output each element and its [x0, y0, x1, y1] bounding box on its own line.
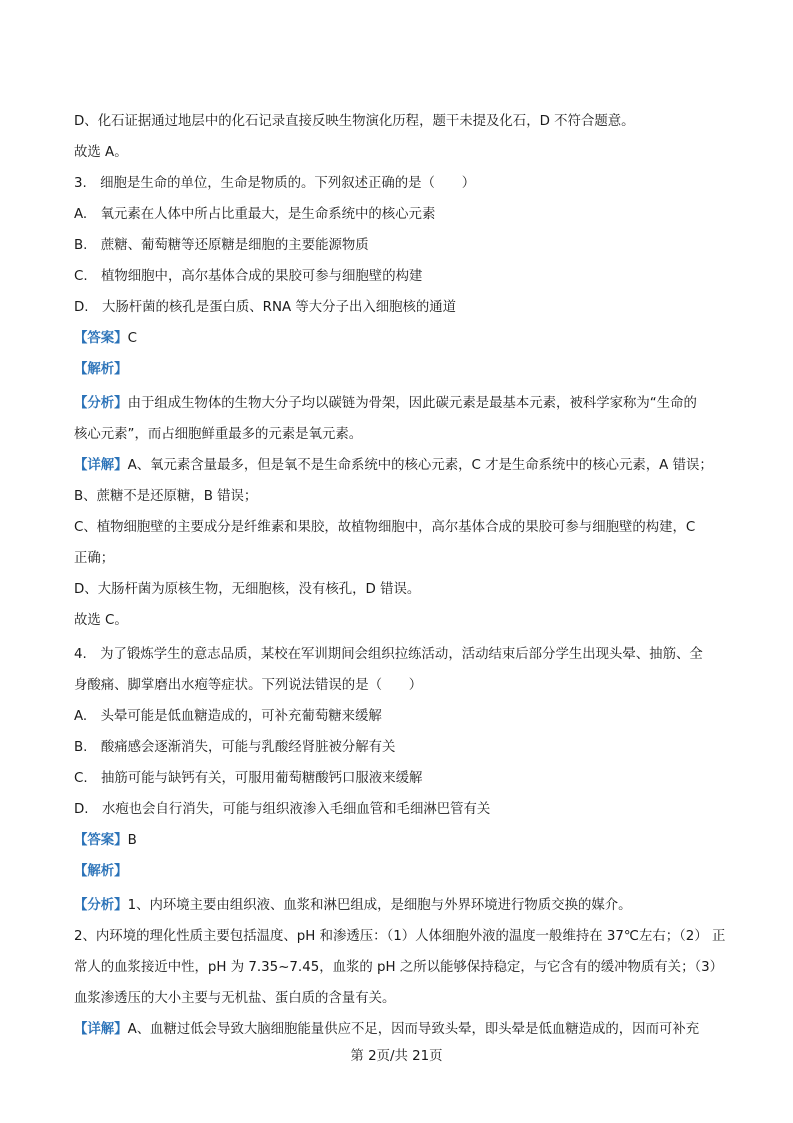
fenxi-tag: 【分析】 [74, 898, 128, 913]
question-3-detail: 【详解】A、氧元素含量最多，但是氧不是生命系统中的核心元素，C 才是生命系统中的核心元素，A 错误； [74, 458, 713, 473]
detail-tag: 【详解】 [74, 1022, 128, 1037]
text-line: 故选 A。 [74, 145, 128, 160]
question-3-answer [74, 329, 137, 349]
page-number-footer: 第 2页/共 21页 [350, 1049, 443, 1064]
text-line: 血浆渗透压的大小主要与无机盐、蛋白质的含量有关。 [74, 991, 396, 1006]
question-3-stem: 3. 细胞是生命的单位，生命是物质的。下列叙述正确的是（ ） [74, 176, 476, 191]
analysis-tag: 【解析】 [74, 362, 128, 377]
text-line: 故选 C。 [74, 613, 128, 628]
question-4-option-c: C. 抽筋可能与缺钙有关，可服用葡萄糖酸钙口服液来缓解 [74, 771, 423, 786]
question-3-fenxi: 【分析】由于组成生物体的生物大分子均以碳链为骨架，因此碳元素是最基本元素，被科学家称为“生命的 [74, 396, 697, 411]
text-line: 核心元素”，而占细胞鲜重最多的元素是氧元素。 [74, 427, 363, 442]
text-line: D、化石证据通过地层中的化石记录直接反映生物演化历程，题干未提及化石，D 不符合题意。 [74, 114, 635, 129]
question-4-fenxi: 【分析】1、内环境主要由组织液、血浆和淋巴组成，是细胞与外界环境进行物质交换的媒介。 [74, 898, 632, 913]
question-4-option-d: D. 水疱也会自行消失，可能与组织液渗入毛细血管和毛细淋巴管有关 [74, 802, 491, 817]
text-line: 2、内环境的理化性质主要包括温度、pH 和渗透压：（1）人体细胞外液的温度一般维持在 37℃左右；（2） 正 [74, 929, 726, 944]
question-4-option-b: B. 酸痛感会逐渐消失，可能与乳酸经肾脏被分解有关 [74, 740, 396, 755]
question-3-option-c: C. 植物细胞中，高尔基体合成的果胶可参与细胞壁的构建 [74, 269, 423, 284]
question-3-option-a: A. 氧元素在人体中所占比重最大，是生命系统中的核心元素 [74, 207, 436, 222]
answer-value: C [127, 331, 137, 346]
detail-tag: 【详解】 [74, 458, 128, 473]
question-4-stem: 4. 为了锻炼学生的意志品质，某校在军训期间会组织拉练活动，活动结束后部分学生出现头晕、抽筋、全 [74, 647, 703, 662]
text-line: 身酸痛、脚掌磨出水疱等症状。下列说法错误的是（ ） [74, 678, 423, 693]
analysis-tag: 【解析】 [74, 864, 128, 879]
question-4-option-a: A. 头晕可能是低血糖造成的，可补充葡萄糖来缓解 [74, 709, 382, 724]
text-line: 正确； [74, 551, 115, 566]
text-line: D、大肠杆菌为原核生物，无细胞核，没有核孔，D 错误。 [74, 582, 421, 597]
text-line: C、植物细胞壁的主要成分是纤维素和果胶，故植物细胞中，高尔基体合成的果胶可参与细胞壁的构建，C [74, 520, 696, 535]
question-3-analysis-heading [74, 360, 128, 380]
answer-value: B [127, 833, 137, 848]
answer-tag: 【答案】 [74, 331, 128, 346]
question-4-analysis-heading [74, 862, 128, 882]
text-line: B、蔗糖不是还原糖，B 错误； [74, 489, 258, 504]
text-line: 常人的血浆接近中性，pH 为 7.35~7.45，血浆的 pH 之所以能够保持稳定，与它含有的缓冲物质有关；（3） [74, 960, 724, 975]
question-4-detail: 【详解】A、血糖过低会导致大脑细胞能量供应不足，因而导致头晕，即头晕是低血糖造成的，因而可补充 [74, 1022, 700, 1037]
question-3-option-d: D. 大肠杆菌的核孔是蛋白质、RNA 等大分子出入细胞核的通道 [74, 300, 457, 315]
question-3-option-b: B. 蔗糖、葡萄糖等还原糖是细胞的主要能源物质 [74, 238, 369, 253]
question-4-answer [74, 831, 137, 851]
answer-tag: 【答案】 [74, 833, 128, 848]
fenxi-tag: 【分析】 [74, 396, 128, 411]
